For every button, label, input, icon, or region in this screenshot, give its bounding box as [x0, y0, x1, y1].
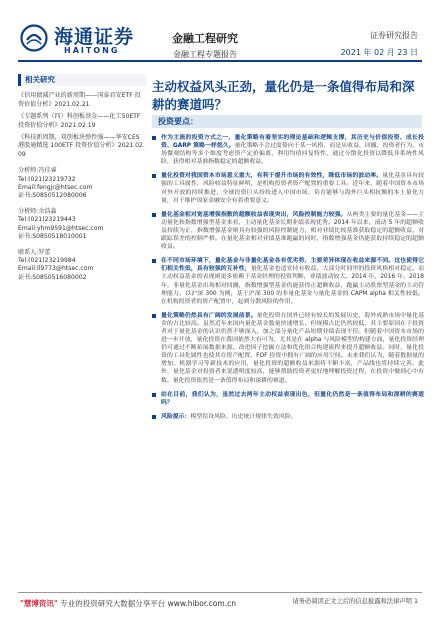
key-point [152, 211, 424, 251]
page-number: 1 [413, 598, 418, 605]
related-item[interactable]: 《专题系列（四）科创板基金——化工50ETF 投资价值分析》2021.02.19 [18, 113, 141, 129]
bullet-icon [152, 174, 156, 178]
key-point-lead: 站在目前，我们认为，虽然过去两年主动权益表现出色，但量化仍然是一条值得布局和深耕的赛道吗？ [161, 391, 424, 406]
header-section [150, 30, 260, 60]
key-point [152, 172, 424, 204]
logo-mark-icon [20, 24, 48, 52]
key-point-text: 量化策略不会过度倚向于某一风格，而是从收益、回撤、投资者行为、市场微观结构等多个维度考虑资产定价偏离，利用均值回复特性，通过分散化投资以降低非系统性风险，获得相对基准指数稳定的超额收益。 [161, 143, 424, 166]
logo-english: HAITONG [64, 46, 120, 55]
abstract-label: 投资要点： [158, 117, 198, 126]
doc-type: 证券研究报告 [370, 31, 418, 40]
key-point-text: 从两类主要的量化基金——主动量化和指数增强型基金来看，主动量化基金长期业绩表现优秀。2014 年以来，滚动 5 年的超额收益持续为正，指数增强基金则具有较强的风险控制能力，相对业绩比较基准获取稳定的超额收益，对跟踪误差的控制严格。在量化基金相对业绩基准跑赢的同时，指数增强基金仍能获取持续稳定的超额收益。 [161, 211, 425, 251]
bullet-icon [152, 136, 156, 140]
bullet-icon [152, 314, 156, 318]
sidebar [18, 74, 146, 282]
bullet-icon [152, 415, 156, 419]
footer-brand [20, 598, 236, 609]
analyst-tel: Tel:(021)23219732 [18, 175, 76, 183]
analyst-cert: 证书:S0850518010001 [18, 233, 87, 241]
abstract-body [152, 134, 424, 427]
key-point [152, 312, 424, 385]
key-point [152, 413, 424, 421]
key-point-text: 量化投资在国外已经有较长的发展历史，海外成熟市场中量化基金的占比较高。虽然近年来国内量化基金数量快速增长，但规模占比仍然较低，其主要原因在于投资者对于量化基金的认识仍然不够深入，加之部分量化产品短期业绩表现不佳。但随着中国资本市场的进一步开放，量化投资在我国依然大有可为。尤其是在 alpha 与风险模型的构建方面，量化投资经理仍可通过不断拓展数据来源、改进因子挖掘方法和优化组合构建流程来提升超额收益。同时，量化投资的工具化属性也使其在资产配置、FOF 投资中拥有广阔的应用空间。未来我们认为，随着数据量的增加、机器学习等新技术的应用，量化投资的超额收益来源将不断丰富，产品线也将持续完善。此外，量化基金对投资者来说透明度较高，能够帮助投资者更好地理解投资过程，在投资中做到心中有数。量化投资依然是一条值得布局和深耕的赛道。 [161, 312, 425, 384]
header-divider [18, 60, 422, 62]
bullet-icon [152, 213, 156, 217]
analyst-email[interactable]: Email:ll9773@htsec.com [18, 265, 94, 273]
key-point [152, 257, 424, 306]
key-point-text: 量化基金也适宜持有收益，大部分时间里的投资风格相对稳定。而主动权益基金的表现则更多依赖于基金经理的投资判断，业绩波动较大。2014 年、2016 年、2018 年，非量化基金出现相对回撤，指数增强型基金仍能获得正超额收益，跑赢主动股票型基金的主动管理能力。以沪深 300 为例，基于沪深 300 的非量化基金与量化基金的 CAPM alpha 相关性较低。在机构投资者的资产配置中，起到分散风险的作用。 [161, 266, 425, 305]
section-title: 金融工程研究 [172, 32, 238, 45]
company-logo [20, 22, 135, 56]
key-point-lead: 在不同市场环境下，量化基金与非量化基金各有优劣势，主要差异体现在收益来源不同。这也使得它们相关性低，具有较强的互补性， [161, 258, 424, 273]
report-title: 主动权益风头正劲，量化仍是一条值得布局和深耕的赛道吗？ [152, 79, 415, 112]
related-item[interactable]: 《信用债减产业的新周期——国泰君安ETF 投资价值分析》2021.02.21 [18, 92, 141, 108]
analyst-block [18, 167, 146, 282]
key-point-lead: 量化投资对我国资本市场意义重大，有利于提升市场的有效性，降低市场的波动率。 [161, 173, 383, 180]
abstract-header [152, 115, 422, 128]
analyst-email[interactable]: Email:fengjr@htsec.com [18, 184, 93, 192]
related-research-title: 相关研究 [18, 74, 146, 86]
key-point-lead: 量化基金相对宽基增强指数的超额收益表现突出，风险控制能力较强。 [161, 211, 347, 218]
key-point-lead: 作为主流的投资方式之一，量化策略有着坚实的理论基础和逻辑支撑，其历史与价值投资、成长投资、GARP 策略一样悠久。 [161, 135, 424, 150]
report-date: 2021 年 02 月 23 日 [340, 48, 418, 57]
footer-brand-name: "慧博资讯" [20, 599, 58, 608]
key-point-text: 模型误设风险、历史统计规律失效风险。 [190, 413, 297, 420]
analyst-cert: 证书:S0850516080002 [18, 273, 87, 281]
bullet-icon [152, 259, 156, 263]
bullet-icon [152, 393, 156, 397]
related-item[interactable]: 《科技新周期，双创板块弹性强——华安CES 港股通精选 100ETF 投资价值分析》2021.02.09 [18, 134, 145, 158]
logo-text: 海通证券 [54, 26, 135, 48]
analyst-name: 分析师:余浩淼 [18, 207, 57, 215]
analyst-name: 分析师:冯佳睿 [18, 167, 57, 175]
key-point [152, 134, 424, 166]
disclaimer-text: 请务必阅读正文之后的信息披露和法律声明 [292, 598, 412, 605]
section-subtitle: 金融工程专题报告 [173, 50, 237, 59]
key-point [152, 391, 424, 407]
footer-disclaimer [292, 596, 418, 605]
analyst-tel: Tel:(021)23219443 [18, 216, 76, 224]
analyst-tel: Tel:(021)23219984 [18, 256, 76, 264]
analyst-email[interactable]: Email:yhm9591@htsec.com [18, 224, 104, 232]
footer-url[interactable]: www.hibor.com.cn [167, 599, 236, 608]
key-point-lead: 风险提示： [161, 413, 191, 420]
footer-tagline: 专业的投资研究大数据分享平台 [60, 599, 166, 608]
footer-divider [18, 592, 422, 593]
key-point-lead: 量化策略仍然具有广阔的发展前景。 [161, 312, 257, 319]
analyst-name: 联系人:罗蕾 [18, 248, 51, 256]
analyst-cert: 证书:S0850512080006 [18, 192, 87, 200]
key-point-text: 量化基金具有较强的工具属性，风险收益特征鲜明，是机构投资者资产配置的重要工具。近年来，随着中国资本市场对外开放的持续推进，全球投资巨头纷纷进入中国市场，培育能够与海外巨头相抗衡的本土量化力量，对于维护国家金融安全有着重要意义。 [161, 173, 425, 204]
